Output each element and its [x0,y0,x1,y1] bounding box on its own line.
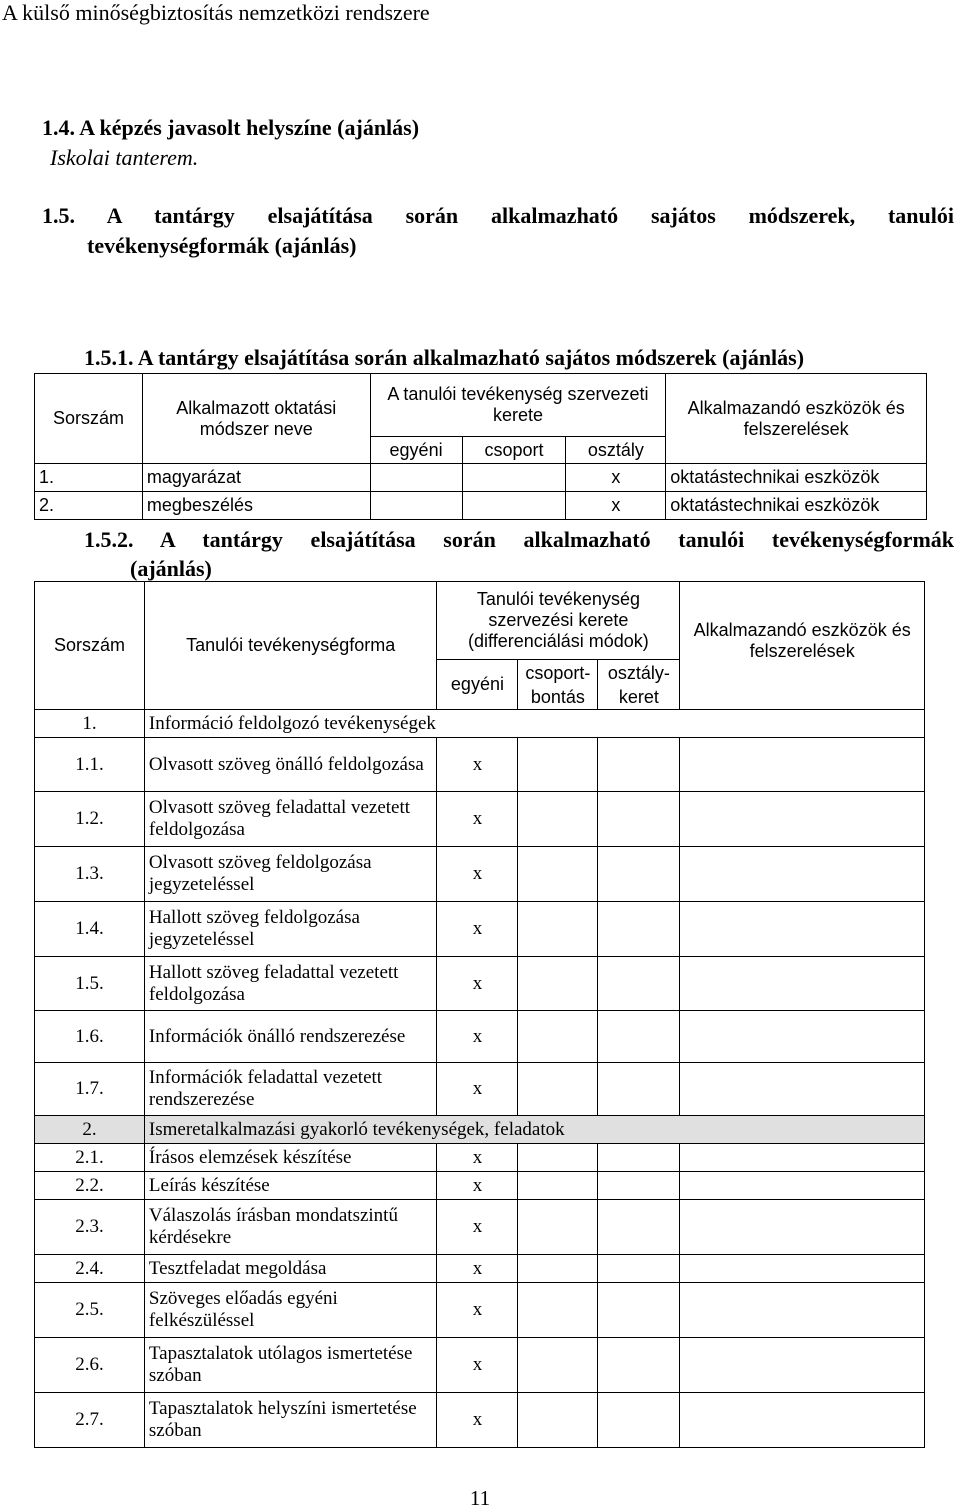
t1-row-tools: oktatástechnikai eszközök [666,492,927,520]
t2-header-org: Tanulói tevékenység szervezési kerete (differenciálási módok) [437,582,680,660]
t2-row-num: 2.6. [35,1338,145,1393]
t2-row-osztaly [598,1172,680,1200]
t2-row-egyeni: x [437,1283,518,1338]
t2-row-tools [680,1011,925,1063]
t2-row-name: Válaszolás írásban mondatszintű kérdésekre [144,1200,437,1255]
t2-row-csoport [518,738,598,792]
t2-header-sorszam: Sorszám [35,582,145,710]
t2-row-egyeni: x [437,957,518,1011]
t2-row-egyeni: x [437,1200,518,1255]
t1-sub-osztaly: osztály [566,437,666,464]
t1-row-egyeni [370,464,462,492]
t2-row-csoport [518,792,598,847]
t2-row-name: Hallott szöveg feladattal vezetett feldolgozása [144,957,437,1011]
t1-row-egyeni [370,492,462,520]
t2-row-csoport [518,1011,598,1063]
t2-row-csoport [518,1255,598,1283]
t2-row-num: 1.3. [35,847,145,902]
t2-group-title: Ismeretalkalmazási gyakorló tevékenységek, feladatok [144,1116,924,1144]
t2-sub-csoport: csoport-bontás [518,660,598,710]
t1-row-name: magyarázat [142,464,370,492]
t1-sub-csoport: csoport [462,437,566,464]
t2-row-egyeni: x [437,1393,518,1448]
t2-row-tools [680,847,925,902]
t2-row-csoport [518,1283,598,1338]
t2-row-num: 1.1. [35,738,145,792]
methods-table [34,373,927,520]
t2-row-tools [680,957,925,1011]
heading-1-5-line1: 1.5. A tantárgy elsajátítása során alkalmazható sajátos módszerek, tanulói [42,203,954,228]
t2-row-osztaly [598,1063,680,1116]
t2-row-name: Olvasott szöveg feldolgozása jegyzeteléssel [144,847,437,902]
t1-row-tools: oktatástechnikai eszközök [666,464,927,492]
t2-row-name: Szöveges előadás egyéni felkészüléssel [144,1283,437,1338]
t2-row-name: Információk önálló rendszerezése [144,1011,437,1063]
heading-1-5-2-line2: (ajánlás) [130,556,212,581]
t2-row-osztaly [598,847,680,902]
t2-row-tools [680,902,925,957]
heading-1-5-1: 1.5.1. A tantárgy elsajátítása során alkalmazható sajátos módszerek (ajánlás) [84,345,805,370]
t2-row-name: Tesztfeladat megoldása [144,1255,437,1283]
t2-row-osztaly [598,1283,680,1338]
t2-row-osztaly [598,1200,680,1255]
t1-header-org: A tanulói tevékenység szervezeti kerete [370,374,666,437]
t2-row-tools [680,738,925,792]
t1-row-csoport [462,464,566,492]
t1-row-num: 2. [35,492,143,520]
t2-row-egyeni: x [437,847,518,902]
t1-sub-egyeni: egyéni [370,437,462,464]
t2-row-osztaly [598,1011,680,1063]
t2-row-tools [680,1200,925,1255]
t2-row-egyeni: x [437,1011,518,1063]
t2-row-egyeni: x [437,1144,518,1172]
t2-row-name: Írásos elemzések készítése [144,1144,437,1172]
t2-row-csoport [518,1200,598,1255]
t2-row-csoport [518,1393,598,1448]
t2-row-osztaly [598,738,680,792]
t2-row-egyeni: x [437,1063,518,1116]
t2-row-name: Információk feladattal vezetett rendszerezése [144,1063,437,1116]
t2-row-csoport [518,957,598,1011]
t2-row-name: Olvasott szöveg feladattal vezetett feldolgozása [144,792,437,847]
t2-row-csoport [518,847,598,902]
t2-row-egyeni: x [437,1172,518,1200]
t2-group-num: 1. [35,710,145,738]
t2-row-num: 2.2. [35,1172,145,1200]
t2-row-num: 1.6. [35,1011,145,1063]
t2-row-egyeni: x [437,902,518,957]
t1-row-osztaly: x [566,492,666,520]
t2-row-tools [680,1172,925,1200]
t2-row-egyeni: x [437,1338,518,1393]
page-header: A külső minőségbiztosítás nemzetközi rendszere [2,0,430,25]
t2-row-name: Tapasztalatok helyszíni ismertetése szóban [144,1393,437,1448]
t2-row-csoport [518,1144,598,1172]
t2-row-num: 1.5. [35,957,145,1011]
text-1-4: Iskolai tanterem. [50,145,199,170]
t2-row-osztaly [598,1393,680,1448]
t2-row-egyeni: x [437,738,518,792]
t2-row-name: Hallott szöveg feldolgozása jegyzeteléssel [144,902,437,957]
t2-row-num: 2.3. [35,1200,145,1255]
t2-row-num: 2.5. [35,1283,145,1338]
t2-sub-egyeni: egyéni [437,660,518,710]
t2-row-num: 2.7. [35,1393,145,1448]
t1-header-method: Alkalmazott oktatási módszer neve [142,374,370,464]
t2-row-num: 1.7. [35,1063,145,1116]
t1-row-name: megbeszélés [142,492,370,520]
t2-row-name: Tapasztalatok utólagos ismertetése szóban [144,1338,437,1393]
t1-row-osztaly: x [566,464,666,492]
t2-row-num: 2.4. [35,1255,145,1283]
t2-row-tools [680,792,925,847]
page-number: 11 [469,1486,491,1510]
t1-header-tools: Alkalmazandó eszközök és felszerelések [666,374,927,464]
heading-1-4: 1.4. A képzés javasolt helyszíne (ajánlás) [42,115,420,140]
t1-row-num: 1. [35,464,143,492]
t2-row-osztaly [598,902,680,957]
t2-row-num: 2.1. [35,1144,145,1172]
t2-header-form: Tanulói tevékenységforma [144,582,437,710]
t2-group-title: Információ feldolgozó tevékenységek [144,710,924,738]
t2-row-tools [680,1283,925,1338]
t2-row-osztaly [598,1338,680,1393]
t2-header-tools: Alkalmazandó eszközök és felszerelések [680,582,925,710]
t2-row-num: 1.4. [35,902,145,957]
t2-row-tools [680,1255,925,1283]
t1-row-csoport [462,492,566,520]
t2-row-csoport [518,902,598,957]
heading-1-5-2-line1: 1.5.2. A tantárgy elsajátítása során alkalmazható tanulói tevékenységformák [84,527,954,552]
t2-row-egyeni: x [437,1255,518,1283]
t2-row-num: 1.2. [35,792,145,847]
t2-row-tools [680,1338,925,1393]
t2-sub-osztaly: osztály-keret [598,660,680,710]
t1-header-sorszam: Sorszám [35,374,143,464]
t2-row-tools [680,1144,925,1172]
t2-row-osztaly [598,1144,680,1172]
t2-row-csoport [518,1063,598,1116]
t2-row-name: Leírás készítése [144,1172,437,1200]
t2-row-tools [680,1393,925,1448]
heading-1-5-line2: tevékenységformák (ajánlás) [87,233,357,258]
t2-row-tools [680,1063,925,1116]
activities-table [34,581,925,1448]
t2-row-osztaly [598,957,680,1011]
t2-group-num: 2. [35,1116,145,1144]
t2-row-egyeni: x [437,792,518,847]
t2-row-osztaly [598,1255,680,1283]
t2-row-csoport [518,1172,598,1200]
t2-row-osztaly [598,792,680,847]
t2-row-csoport [518,1338,598,1393]
t2-row-name: Olvasott szöveg önálló feldolgozása [144,738,437,792]
